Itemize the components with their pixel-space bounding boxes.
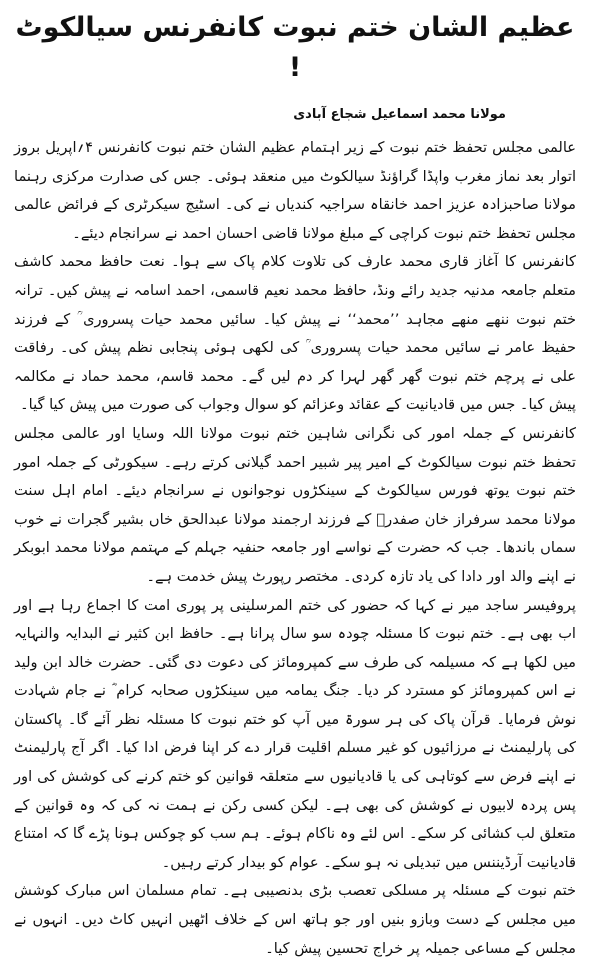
article-title: عظیم الشان ختم نبوت کانفرنس سیالکوٹ ! xyxy=(15,12,575,83)
paragraph: ختم نبوت کے مسئلہ پر مسلکی تعصب بڑی بدنصیبی ہے۔ تمام مسلمان اس مبارک کوشش میں مجلس کے دست وبازو بنیں اور جو ہاتھ اس کے خلاف اٹھیں انہیں کاٹ دیں۔ انہوں نے مجلس کے مساعی جمیلہ پر خراج تحسین پیش کیا۔ xyxy=(14,882,576,957)
article-body xyxy=(14,134,576,963)
paragraph: کانفرنس کا آغاز قاری محمد عارف کی تلاوت کلام پاک سے ہوا۔ نعت حافظ محمد کاشف متعلم جامعہ مدنیہ جدید رائے ونڈ، حافظ محمد نعیم قاسمی، احمد اسامہ نے پیش کیں۔ ترانہ ختم نبوت ننھے منھے مجاہد ’’محمد‘‘ نے پیش کیا۔ سائیں محمد حیات پسروری ؒ کے فرزند حفیظ عامر نے سائیں محمد حیات پسروری ؒ کی لکھی ہوئی پنجابی نظم پیش کی۔ رفاقت علی نے پرچم ختم نبوت گھر گھر لہرا کر دم لیں گے۔ محمد قاسم، محمد حماد نے مکالمہ پیش کیا۔ جس میں قادیانیت کے عقائد وعزائم کو سوال وجواب کی صورت میں پیش کیا گیا۔ xyxy=(14,253,576,414)
paragraph: پروفیسر ساجد میر نے کہا کہ حضور کی ختم المرسلینی پر پوری امت کا اجماع رہا ہے اور اب بھی ہے۔ ختم نبوت کا مسئلہ چودہ سو سال پرانا ہے۔ حافظ ابن کثیر نے البدایہ والنہایہ میں لکھا ہے کہ مسیلمہ کی طرف سے کمپرومائز کی دعوت دی گئی۔ حضرت خالد ابن ولید نے اس کمپرومائز کو مسترد کر دیا۔ جنگ یمامہ میں سینکڑوں صحابہ کرام ؓ نے جام شہادت نوش فرمایا۔ قرآن پاک کی ہر سورۃ میں آپ کو ختم نبوت کا مسئلہ نظر آئے گا۔ پاکستان کی پارلیمنٹ نے مرزائیوں کو غیر مسلم اقلیت قرار دے کر اپنا فرض ادا کیا۔ اگر آج پارلیمنٹ نے اپنے فرض سے کوتاہی کی یا قادیانیوں سے متعلقہ قوانین کو ختم کرنے کی کوشش کی اور پس پردہ لابیوں نے کوشش کی بھی ہے۔ لیکن کسی رکن نے ہمت نہ کی کہ وہ قوانین کے متعلق لب کشائی کر سکے۔ اس لئے وہ ناکام ہوئے۔ ہم سب کو چوکس ہونا پڑے گا کہ امتناع قادیانیت آرڈیننس میں تبدیلی نہ ہو سکے۔ عوام کو بیدار کرتے رہیں۔ xyxy=(14,596,576,871)
article-author: مولانا محمد اسماعیل شجاع آبادی xyxy=(293,107,506,122)
paragraph: کانفرنس کے جملہ امور کی نگرانی شاہین ختم نبوت مولانا اللہ وسایا اور عالمی مجلس تحفظ ختم نبوت سیالکوٹ کے امیر پیر شبیر احمد گیلانی کرتے رہے۔ سیکورٹی کے جملہ امور ختم نبوت یوتھ فورس سیالکوٹ کے سینکڑوں نوجوانوں نے سرانجام دیئے۔ امام اہل سنت مولانا محمد سرفراز خان صفدرؒ کے فرزند ارجمند مولانا عبدالحق خاں بشیر گجرات نے خوب سماں باندھا۔ جب کہ حضرت کے نواسے اور جامعہ حنفیہ جہلم کے مہتمم مولانا محمد ابوبکر نے اپنے والد اور دادا کی یاد تازہ کردی۔ مختصر رپورٹ پیش خدمت ہے۔ xyxy=(14,424,576,585)
paragraph: عالمی مجلس تحفظ ختم نبوت کے زیر اہتمام عظیم الشان ختم نبوت کانفرنس ۴؍اپریل بروز اتوار بعد نماز مغرب واپڈا گراؤنڈ سیالکوٹ میں منعقد ہوئی۔ جس کی صدارت مرکزی رہنما مولانا صاحبزادہ عزیز احمد خانقاہ سراجیہ کندیاں نے کی۔ اسٹیج سیکرٹری کے فرائض عالمی مجلس تحفظ ختم نبوت کراچی کے مبلغ مولانا قاضی احسان احمد نے سرانجام دیئے۔ xyxy=(14,139,576,242)
